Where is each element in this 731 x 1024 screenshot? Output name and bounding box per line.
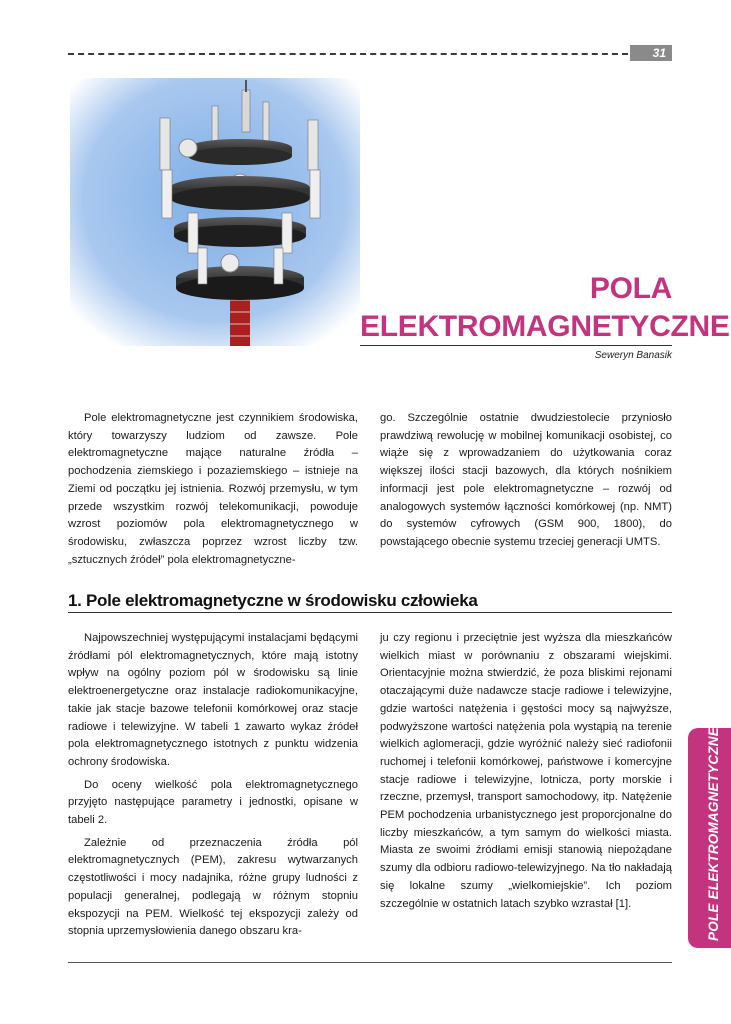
- intro-column-right: [380, 410, 672, 557]
- section-column-left: [68, 630, 358, 946]
- section-paragraph-2: Do oceny wielkość pola elektromagnetycznego przyjęto następujące parametry i jednostki, opisane w tabeli 2.: [68, 778, 358, 827]
- section-rule: [68, 612, 672, 613]
- footer-rule: [68, 962, 672, 963]
- article-title: [360, 270, 730, 346]
- intro-paragraph-1: Pole elektromagnetyczne jest czynnikiem środowiska, który towarzyszy ludziom od zawsze. Pole elektromagnetyczne mające naturalne źródła – pochodzenia ziemskiego i pozaziemskiego – istnieje na Ziemi od początku jej istnienia. Rozwój przemysłu, w tym przede wszystkim rozwój telekomunikacji, powoduje wzrost poziomów pola elektromagnetycznego w środowisku, zwłaszcza poprzez wzrost liczby tzw. „sztucznych źródeł” pola elektromagnetyczne-: [68, 412, 358, 566]
- intro-column-left: [68, 410, 358, 574]
- title-line-2: ELEKTROMAGNETYCZNE: [360, 310, 730, 343]
- page-number: 31: [630, 45, 672, 61]
- side-tab-label: POLE ELEKTROMAGNETYCZNE: [706, 727, 721, 941]
- section-paragraph-4: ju czy regionu i przeciętnie jest wyższa dla mieszkańców wielkich miast w porównaniu z obszarami wiejskimi. Orientacyjnie można stwierdzić, że poza bliskimi rejonami otaczającymi duże nadawcze stacje radiowe i telewizyjne, gdzie wartości natężenia i gęstości mocy są najwyższe, podwyższone wartości natężenia pola wystąpią na terenie wielkich aglomeracji, gdzie wyróżnić należy sieć radiofonii ruchomej i telefonii komórkowej, państwowe i komercyjne stacje radiowe i telewizyjne, lotnicza, porty morskie i rzeczne, przemysł, transport samochodowy, itp. Natężenie PEM pochodzenia urbanistycznego jest proporcjonalne do liczby mieszkańców, a tym samym do wielkości miasta. Miasta ze swoimi źródłami emisji stanowią niepożądane szumy dla odbioru radiowo-telewizyjnego. Na tło nakładają się lokalne szumy „wielkomiejskie”. Ich poziom szczególnie w ostatnich latach szybko wzrastał [1].: [380, 632, 672, 910]
- section-paragraph-3: Zależnie od przeznaczenia źródła pól elektromagnetycznych (PEM), zakresu wytwarzanych częstotliwości i mocy nadajnika, różne grupy ludności z populacji generalnej, podlegają w różnym stopniu ekspozycji na PEM. Wielkość tej ekspozycji zależy od stopnia uprzemysłowienia danego obszaru kra-: [68, 836, 358, 938]
- section-paragraph-1: Najpowszechniej występującymi instalacjami będącymi źródłami pól elektromagnetycznych, które mają istotny wpływ na ogólny poziom pól w środowisku są linie elektroenergetyczne oraz instalacje radiokomunikacyjne, takie jak stacje bazowe telefonii komórkowej oraz stacje radiowe i telewizyjne. W tabeli 1 zawarto wykaz źródeł pola elektromagnetycznego istotnych z punktu widzenia ochrony środowiska.: [68, 632, 358, 768]
- cell-tower-photo: [70, 78, 360, 346]
- side-tab: [688, 728, 731, 948]
- section-column-right: [380, 630, 672, 918]
- header-rule: [68, 53, 628, 55]
- section-heading: 1. Pole elektromagnetyczne w środowisku człowieka: [68, 591, 478, 610]
- author: Seweryn Banasik: [594, 350, 672, 361]
- title-line-1: POLA: [589, 272, 672, 305]
- intro-paragraph-2: go. Szczególnie ostatnie dwudziestolecie przyniosło prawdziwą rewolucję w mobilnej komunikacji osobistej, co wiąże się z wprowadzaniem do użytkowania coraz większej ilości stacji bazowych, dla których nośnikiem informacji jest pole elektromagnetyczne – rozwój od analogowych systemów łączności komórkowej (np. NMT) do systemów cyfrowych (GSM 900, 1800), do powstającego obecnie systemu trzeciej generacji UMTS.: [380, 412, 672, 548]
- title-rule: [360, 345, 672, 346]
